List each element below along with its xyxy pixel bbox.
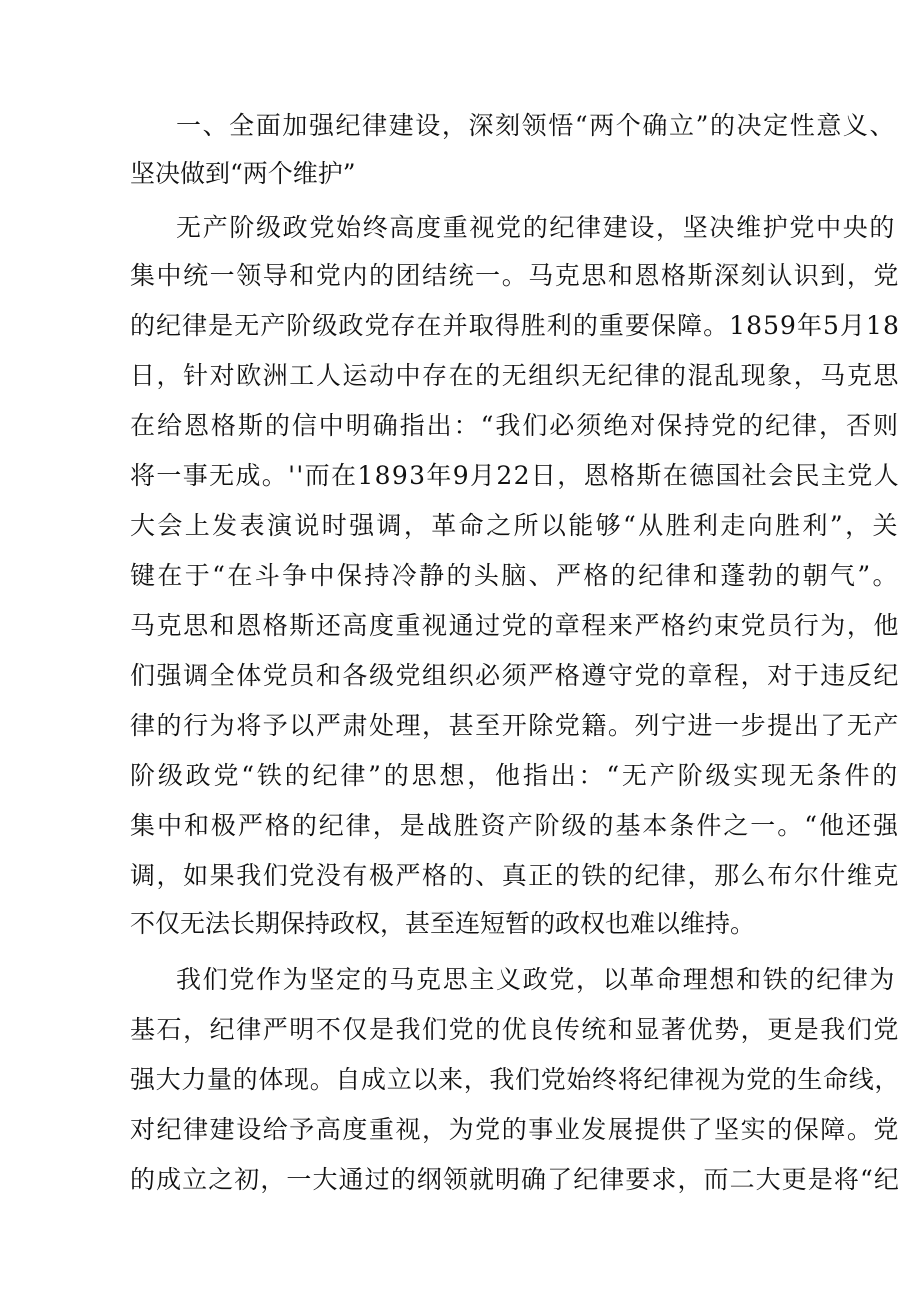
paragraph-1-line-2: 集中统一领导和党内的团结统一。马克思和恩格斯深刻认识到，党 xyxy=(130,261,900,290)
paragraph-2-line-2: 基石，纪律严明不仅是我们党的优良传统和显著优势，更是我们党 xyxy=(130,1015,900,1044)
section-heading-line-1: 一、全面加强纪律建设，深刻领悟“两个确立”的决定性意义、 xyxy=(176,111,896,140)
paragraph-1-line-3: 的纪律是无产阶级政党存在并取得胜利的重要保障。1859年5月18 xyxy=(130,311,900,340)
paragraph-1-line-9: 马克思和恩格斯还高度重视通过党的章程来严格约束党员行为，他 xyxy=(130,611,900,640)
paragraph-1-line-8: 键在于“在斗争中保持冷静的头脑、严格的纪律和蓬勃的朝气”。 xyxy=(130,561,900,590)
paragraph-1-line-6: 将一事无成。''而在1893年9月22日，恩格斯在德国社会民主党人 xyxy=(130,461,900,490)
paragraph-2-line-3: 强大力量的体现。自成立以来，我们党始终将纪律视为党的生命线， xyxy=(130,1065,900,1094)
paragraph-1-line-12: 阶级政党“铁的纪律”的思想，他指出：“无产阶级实现无条件的 xyxy=(130,761,900,790)
paragraph-1-line-10: 们强调全体党员和各级党组织必须严格遵守党的章程，对于违反纪 xyxy=(130,661,900,690)
paragraph-2-line-5: 的成立之初，一大通过的纲领就明确了纪律要求，而二大更是将“纪 xyxy=(130,1165,900,1194)
paragraph-1-line-14: 调，如果我们党没有极严格的、真正的铁的纪律，那么布尔什维克 xyxy=(130,861,900,890)
paragraph-1-line-11: 律的行为将予以严肃处理，甚至开除党籍。列宁进一步提出了无产 xyxy=(130,711,900,740)
paragraph-1-line-1: 无产阶级政党始终高度重视党的纪律建设，坚决维护党中央的 xyxy=(176,213,896,242)
paragraph-1-line-15: 不仅无法长期保持政权，甚至连短暂的政权也难以维持。 xyxy=(130,909,756,938)
paragraph-2-line-1: 我们党作为坚定的马克思主义政党，以革命理想和铁的纪律为 xyxy=(176,965,896,994)
paragraph-1-line-13: 集中和极严格的纪律，是战胜资产阶级的基本条件之一。“他还强 xyxy=(130,811,900,840)
section-heading-line-2: 坚决做到“两个维护” xyxy=(130,159,356,188)
paragraph-1-line-7: 大会上发表演说时强调，革命之所以能够“从胜利走向胜利”，关 xyxy=(130,511,900,540)
paragraph-2-line-4: 对纪律建设给予高度重视，为党的事业发展提供了坚实的保障。党 xyxy=(130,1115,900,1144)
paragraph-1-line-5: 在给恩格斯的信中明确指出：“我们必须绝对保持党的纪律，否则 xyxy=(130,411,900,440)
paragraph-1-line-4: 日，针对欧洲工人运动中存在的无组织无纪律的混乱现象，马克思 xyxy=(130,361,900,390)
